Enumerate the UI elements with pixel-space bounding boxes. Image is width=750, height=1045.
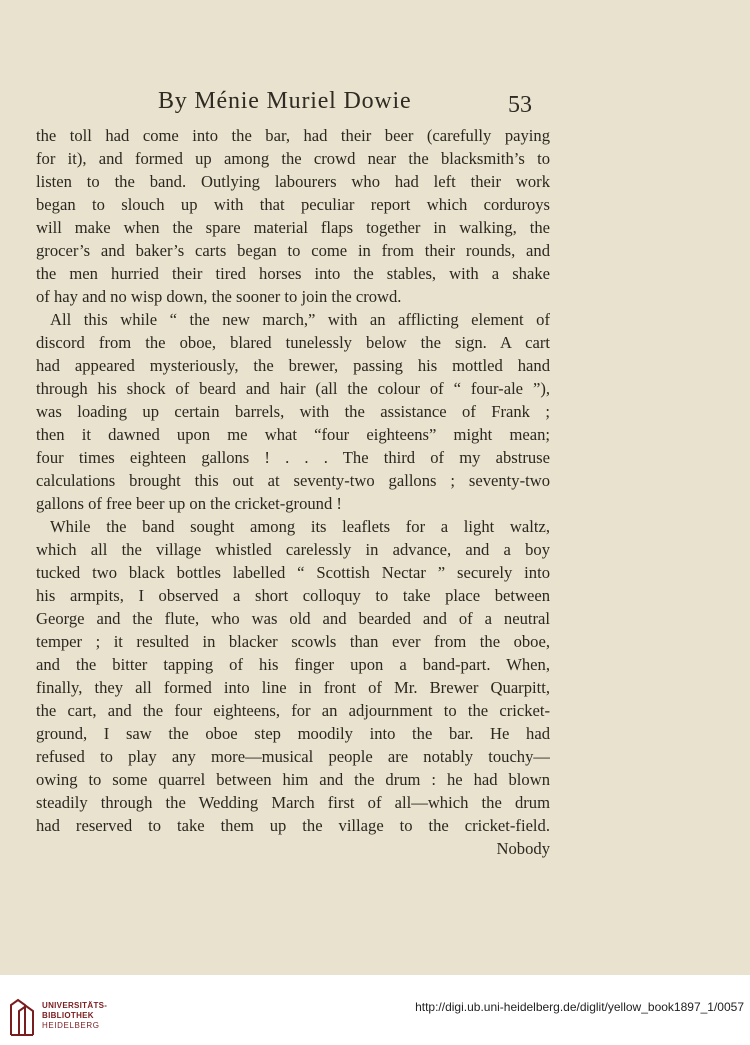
text-line: owing to some quarrel between him and the drum : he had blown xyxy=(36,770,550,789)
text-line: grocer’s and baker’s carts began to come in from their rounds, and xyxy=(36,241,550,260)
text-line: four times eighteen gallons ! . . . The third of my abstruse xyxy=(36,448,550,467)
text-line: was loading up certain barrels, with the assistance of Frank ; xyxy=(36,402,550,421)
text-line: through his shock of beard and hair (all the colour of “ four-ale ”), xyxy=(36,379,550,398)
text-line: finally, they all formed into line in front of Mr. Brewer Quarpitt, xyxy=(36,678,550,697)
source-url-link[interactable]: http://digi.ub.uni-heidelberg.de/diglit/yellow_book1897_1/0057 xyxy=(415,1000,744,1014)
paragraph-start-line: While the band sought among its leaflets for a light waltz, xyxy=(50,517,550,536)
text-line: listen to the band. Outlying labourers who had left their work xyxy=(36,172,550,191)
text-line: will make when the spare material flaps together in walking, the xyxy=(36,218,550,237)
library-name xyxy=(42,1001,107,1031)
text-line: ground, I saw the oboe step moodily into the bar. He had xyxy=(36,724,550,743)
text-line: discord from the oboe, blared tunelessly below the sign. A cart xyxy=(36,333,550,352)
text-line: began to slouch up with that peculiar report which corduroys xyxy=(36,195,550,214)
text-line: refused to play any more—musical people are notably touchy— xyxy=(36,747,550,766)
running-head-title: By Ménie Muriel Dowie xyxy=(158,88,412,114)
text-line: then it dawned upon me what “four eighteens” might mean; xyxy=(36,425,550,444)
catchword: Nobody xyxy=(496,839,550,858)
text-line: for it), and formed up among the crowd near the blacksmith’s to xyxy=(36,149,550,168)
text-line: the men hurried their tired horses into the stables, with a shake xyxy=(36,264,550,283)
footer-bar xyxy=(0,975,750,1045)
running-head xyxy=(0,88,750,122)
page-number: 53 xyxy=(508,92,532,118)
library-name-line: BIBLIOTHEK xyxy=(42,1011,94,1020)
paragraph-start-line: All this while “ the new march,” with an afflicting element of xyxy=(50,310,550,329)
library-name-line: UNIVERSITÄTS- xyxy=(42,1001,108,1010)
text-line: had appeared mysteriously, the brewer, passing his mottled hand xyxy=(36,356,550,375)
text-line: gallons of free beer up on the cricket-ground ! xyxy=(36,494,342,513)
library-logo-icon xyxy=(8,997,36,1037)
text-line: George and the flute, who was old and bearded and of a neutral xyxy=(36,609,550,628)
text-line: his armpits, I observed a short colloquy to take place between xyxy=(36,586,550,605)
library-name-line: HEIDELBERG xyxy=(42,1021,100,1030)
text-line: the toll had come into the bar, had their beer (carefully paying xyxy=(36,126,550,145)
text-line: steadily through the Wedding March first of all—which the drum xyxy=(36,793,550,812)
text-line: tucked two black bottles labelled “ Scottish Nectar ” securely into xyxy=(36,563,550,582)
text-line: and the bitter tapping of his finger upon a band-part. When, xyxy=(36,655,550,674)
text-line: of hay and no wisp down, the sooner to join the crowd. xyxy=(36,287,402,306)
text-line: temper ; it resulted in blacker scowls than ever from the oboe, xyxy=(36,632,550,651)
text-line: which all the village whistled carelessly in advance, and a boy xyxy=(36,540,550,559)
body-text xyxy=(36,124,550,860)
text-line: the cart, and the four eighteens, for an adjournment to the cricket- xyxy=(36,701,550,720)
text-line: calculations brought this out at seventy-two gallons ; seventy-two xyxy=(36,471,550,490)
text-line: had reserved to take them up the village to the cricket-field. xyxy=(36,816,550,835)
